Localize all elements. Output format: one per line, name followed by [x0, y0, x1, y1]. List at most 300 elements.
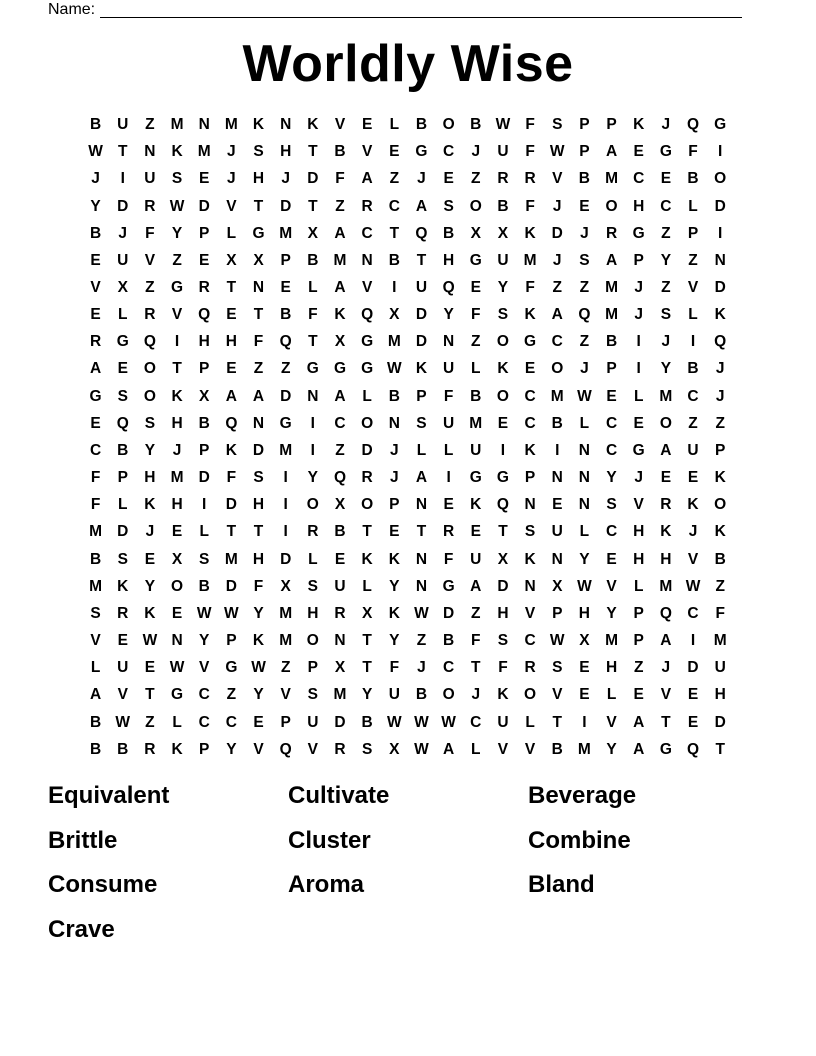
- grid-letter: F: [389, 659, 400, 677]
- grid-letter: G: [659, 143, 672, 161]
- grid-letter: F: [443, 387, 454, 405]
- grid-letter: L: [362, 577, 372, 595]
- grid-letter: E: [660, 170, 672, 188]
- word-list-item: Cultivate: [288, 782, 390, 809]
- grid-letter: V: [361, 143, 373, 161]
- grid-letter: F: [90, 469, 101, 487]
- grid-letter: C: [443, 143, 455, 161]
- grid-letter: K: [388, 550, 400, 568]
- grid-letter: Z: [389, 170, 400, 188]
- grid-letter: Z: [226, 686, 237, 704]
- grid-letter: I: [202, 496, 207, 514]
- grid-letter: K: [415, 360, 428, 378]
- grid-letter: G: [469, 469, 482, 487]
- grid-letter: Z: [145, 713, 155, 731]
- grid-letter: T: [416, 251, 427, 269]
- grid-letter: Z: [172, 251, 182, 269]
- grid-letter: S: [307, 577, 318, 595]
- grid-letter: M: [89, 523, 103, 541]
- grid-letter: K: [524, 550, 536, 568]
- name-label: Name:: [48, 1, 96, 18]
- grid-letter: M: [279, 632, 293, 650]
- grid-letter: P: [687, 224, 699, 242]
- grid-letter: Q: [361, 306, 374, 324]
- grid-letter: T: [416, 523, 427, 541]
- grid-letter: G: [659, 740, 672, 758]
- grid-letter: V: [90, 632, 101, 650]
- grid-letter: T: [226, 279, 237, 297]
- grid-letter: L: [471, 360, 481, 378]
- grid-row: [82, 247, 734, 274]
- grid-letter: E: [144, 550, 156, 568]
- grid-row: [82, 518, 734, 545]
- grid-letter: J: [389, 469, 399, 487]
- grid-letter: B: [89, 224, 102, 242]
- name-field: [48, 0, 742, 18]
- grid-letter: V: [226, 197, 237, 215]
- grid-letter: C: [198, 713, 210, 731]
- grid-letter: I: [555, 441, 560, 459]
- grid-letter: Z: [688, 414, 698, 432]
- grid-letter: P: [633, 604, 644, 622]
- grid-letter: B: [551, 740, 563, 758]
- grid-letter: O: [551, 360, 564, 378]
- grid-letter: Z: [280, 659, 291, 677]
- grid-letter: J: [389, 441, 399, 459]
- grid-letter: C: [524, 632, 536, 650]
- page-title: Worldly Wise: [242, 35, 574, 93]
- grid-letter: L: [199, 523, 209, 541]
- grid-letter: F: [525, 279, 535, 297]
- grid-letter: B: [605, 333, 618, 351]
- grid-letter: K: [524, 441, 536, 459]
- grid-letter: H: [144, 469, 156, 487]
- grid-letter: T: [308, 333, 318, 351]
- grid-letter: J: [552, 197, 562, 215]
- grid-letter: J: [417, 659, 426, 677]
- grid-letter: G: [306, 360, 319, 378]
- grid-letter: I: [582, 713, 587, 731]
- grid-letter: B: [280, 306, 292, 324]
- grid-letter: G: [415, 143, 428, 161]
- grid-letter: B: [117, 441, 129, 459]
- grid-letter: I: [120, 170, 125, 188]
- grid-letter: Q: [333, 469, 347, 487]
- grid-letter: E: [334, 550, 346, 568]
- grid-letter: E: [144, 659, 156, 677]
- grid-letter: X: [389, 306, 400, 324]
- grid-letter: H: [307, 604, 319, 622]
- grid-letter: N: [415, 496, 428, 514]
- grid-letter: X: [361, 604, 373, 622]
- grid-letter: Z: [145, 279, 155, 297]
- grid-letter: H: [578, 604, 590, 622]
- grid-letter: R: [605, 224, 618, 242]
- grid-row: [82, 491, 734, 518]
- grid-letter: N: [334, 632, 346, 650]
- grid-row: [82, 573, 734, 600]
- grid-letter: E: [171, 523, 183, 541]
- grid-letter: M: [333, 686, 347, 704]
- grid-letter: K: [524, 224, 536, 242]
- grid-letter: T: [253, 197, 264, 215]
- grid-letter: P: [633, 632, 644, 650]
- grid-letter: R: [144, 740, 156, 758]
- grid-letter: F: [145, 224, 155, 242]
- grid-letter: W: [169, 197, 185, 215]
- grid-letter: Y: [361, 686, 373, 704]
- grid-letter: E: [443, 170, 454, 188]
- grid-letter: Z: [661, 279, 671, 297]
- grid-letter: A: [361, 170, 373, 188]
- grid-letter: C: [388, 197, 400, 215]
- grid-letter: L: [226, 224, 237, 242]
- grid-letter: G: [442, 577, 455, 595]
- grid-letter: B: [89, 740, 102, 758]
- grid-letter: Q: [496, 496, 509, 514]
- grid-letter: N: [578, 496, 590, 514]
- grid-letter: E: [633, 143, 644, 161]
- grid-letter: D: [415, 333, 428, 351]
- grid-letter: B: [89, 550, 102, 568]
- grid-letter: W: [196, 604, 212, 622]
- grid-letter: A: [605, 143, 618, 161]
- grid-letter: D: [361, 441, 373, 459]
- grid-row: [82, 736, 734, 763]
- grid-letter: C: [524, 387, 536, 405]
- grid-letter: C: [605, 414, 618, 432]
- grid-letter: K: [660, 523, 672, 541]
- grid-letter: R: [443, 523, 455, 541]
- grid-letter: H: [252, 496, 265, 514]
- grid-letter: W: [414, 604, 429, 622]
- grid-letter: D: [334, 713, 346, 731]
- grid-letter: X: [253, 251, 264, 269]
- grid-letter: F: [525, 116, 535, 134]
- grid-letter: J: [715, 360, 725, 378]
- grid-letter: W: [88, 143, 103, 161]
- grid-letter: G: [524, 333, 537, 351]
- word-list-item: Cluster: [288, 826, 371, 854]
- grid-letter: E: [552, 496, 563, 514]
- grid-letter: M: [713, 632, 727, 650]
- grid-letter: P: [199, 360, 210, 378]
- grid-letter: B: [198, 414, 210, 432]
- grid-letter: E: [687, 713, 699, 731]
- grid-letter: R: [334, 604, 346, 622]
- grid-letter: F: [525, 197, 535, 215]
- grid-letter: L: [633, 387, 644, 405]
- grid-letter: V: [687, 279, 699, 297]
- grid-letter: P: [199, 224, 210, 242]
- grid-letter: Z: [335, 441, 345, 459]
- grid-letter: B: [415, 686, 428, 704]
- grid-letter: Y: [144, 577, 156, 595]
- grid-letter: V: [361, 279, 373, 297]
- grid-letter: W: [224, 604, 239, 622]
- grid-letter: J: [417, 170, 426, 188]
- grid-letter: A: [660, 441, 672, 459]
- grid-letter: P: [117, 469, 128, 487]
- grid-letter: V: [606, 577, 617, 595]
- grid-letter: N: [198, 116, 210, 134]
- grid-letter: G: [171, 686, 184, 704]
- grid-letter: A: [443, 740, 455, 758]
- grid-letter: Y: [389, 632, 400, 650]
- grid-letter: V: [307, 740, 318, 758]
- grid-letter: C: [334, 414, 346, 432]
- grid-letter: I: [310, 414, 315, 432]
- grid-letter: D: [280, 387, 292, 405]
- grid-row: [82, 328, 734, 355]
- grid-letter: Q: [116, 414, 129, 432]
- grid-letter: E: [280, 279, 291, 297]
- grid-letter: D: [687, 659, 699, 677]
- grid-letter: H: [280, 143, 292, 161]
- grid-letter: L: [579, 414, 590, 432]
- grid-letter: B: [415, 116, 428, 134]
- grid-letter: H: [252, 170, 265, 188]
- word-list-item: Consume: [48, 871, 158, 898]
- grid-letter: O: [143, 360, 156, 378]
- grid-letter: R: [198, 279, 210, 297]
- grid-letter: Z: [471, 333, 481, 351]
- grid-row: [82, 383, 734, 410]
- grid-letter: U: [551, 523, 563, 541]
- grid-letter: Q: [415, 224, 428, 242]
- grid-letter: P: [715, 441, 726, 459]
- grid-letter: D: [280, 550, 292, 568]
- grid-letter: K: [714, 523, 726, 541]
- grid-letter: M: [224, 116, 238, 134]
- grid-letter: P: [389, 496, 400, 514]
- grid-letter: N: [307, 387, 319, 405]
- grid-letter: F: [253, 577, 264, 595]
- grid-letter: Q: [198, 306, 211, 324]
- grid-letter: Z: [416, 632, 427, 650]
- grid-letter: V: [171, 306, 183, 324]
- grid-letter: P: [199, 740, 210, 758]
- grid-letter: U: [470, 550, 482, 568]
- grid-letter: D: [443, 604, 455, 622]
- grid-letter: C: [633, 170, 645, 188]
- grid-letter: L: [443, 441, 454, 459]
- grid-letter: I: [500, 441, 506, 459]
- grid-letter: W: [169, 659, 185, 677]
- grid-letter: W: [386, 360, 402, 378]
- grid-letter: G: [333, 360, 347, 378]
- grid-letter: L: [579, 523, 590, 541]
- grid-letter: Z: [552, 279, 562, 297]
- grid-letter: U: [497, 251, 509, 269]
- grid-letter: H: [497, 604, 509, 622]
- grid-letter: S: [144, 414, 156, 432]
- grid-letter: O: [496, 333, 509, 351]
- grid-letter: P: [552, 604, 563, 622]
- grid-letter: E: [606, 387, 617, 405]
- grid-letter: S: [443, 197, 454, 215]
- grid-letter: E: [199, 170, 210, 188]
- grid-letter: C: [687, 387, 699, 405]
- grid-letter: N: [524, 577, 536, 595]
- grid-letter: S: [552, 659, 563, 677]
- grid-letter: J: [118, 224, 128, 242]
- grid-letter: L: [525, 713, 535, 731]
- grid-letter: G: [171, 279, 184, 297]
- grid-letter: K: [524, 306, 536, 324]
- grid-letter: N: [361, 251, 373, 269]
- grid-letter: T: [226, 523, 237, 541]
- grid-letter: O: [442, 116, 455, 134]
- grid-letter: I: [718, 224, 723, 242]
- grid-letter: S: [552, 116, 563, 134]
- grid-letter: K: [361, 550, 373, 568]
- grid-letter: Y: [199, 632, 210, 650]
- grid-letter: C: [361, 224, 373, 242]
- grid-letter: T: [362, 523, 372, 541]
- grid-letter: T: [661, 713, 671, 731]
- grid-letter: R: [361, 469, 373, 487]
- grid-letter: K: [144, 496, 156, 514]
- grid-letter: V: [90, 279, 101, 297]
- grid-letter: Y: [497, 279, 509, 297]
- grid-letter: C: [605, 523, 618, 541]
- grid-letter: O: [524, 686, 537, 704]
- grid-letter: U: [497, 713, 509, 731]
- grid-letter: Z: [280, 360, 291, 378]
- grid-letter: E: [253, 713, 264, 731]
- grid-letter: O: [714, 496, 727, 514]
- grid-letter: F: [226, 469, 237, 487]
- grid-letter: Z: [715, 577, 725, 595]
- grid-letter: H: [633, 197, 645, 215]
- word-list-item: Bland: [528, 871, 595, 898]
- grid-letter: B: [470, 387, 482, 405]
- grid-letter: C: [443, 659, 455, 677]
- grid-letter: T: [362, 632, 372, 650]
- grid-letter: B: [551, 414, 563, 432]
- grid-letter: V: [552, 686, 563, 704]
- grid-letter: B: [334, 523, 346, 541]
- word-search-grid: [82, 111, 734, 763]
- grid-letter: K: [252, 632, 265, 650]
- grid-letter: D: [280, 197, 292, 215]
- grid-letter: M: [469, 414, 483, 432]
- grid-letter: G: [469, 251, 482, 269]
- grid-letter: B: [388, 387, 400, 405]
- grid-letter: S: [361, 740, 373, 758]
- word-list-item: Equivalent: [48, 782, 170, 809]
- grid-row: [82, 708, 734, 735]
- grid-letter: O: [605, 197, 618, 215]
- grid-letter: L: [308, 550, 318, 568]
- grid-letter: J: [715, 387, 725, 405]
- grid-letter: V: [144, 251, 156, 269]
- grid-row: [82, 192, 734, 219]
- grid-letter: K: [144, 604, 156, 622]
- grid-letter: N: [443, 333, 455, 351]
- grid-letter: N: [388, 414, 400, 432]
- grid-letter: T: [308, 197, 318, 215]
- grid-letter: E: [117, 632, 128, 650]
- grid-letter: C: [687, 604, 699, 622]
- grid-letter: Z: [688, 251, 698, 269]
- grid-letter: H: [633, 550, 645, 568]
- grid-letter: H: [714, 686, 726, 704]
- grid-letter: U: [497, 143, 509, 161]
- grid-letter: H: [443, 251, 455, 269]
- grid-letter: L: [688, 306, 698, 324]
- grid-letter: P: [307, 659, 318, 677]
- grid-letter: I: [446, 469, 451, 487]
- grid-letter: T: [471, 659, 481, 677]
- grid-letter: O: [361, 496, 374, 514]
- grid-letter: L: [308, 279, 318, 297]
- grid-letter: W: [386, 713, 402, 731]
- grid-letter: K: [388, 604, 400, 622]
- grid-letter: B: [687, 170, 699, 188]
- grid-letter: G: [252, 224, 265, 242]
- grid-letter: U: [117, 659, 129, 677]
- grid-letter: B: [334, 143, 346, 161]
- grid-letter: N: [252, 279, 265, 297]
- grid-letter: W: [414, 740, 429, 758]
- grid-letter: U: [687, 441, 699, 459]
- grid-letter: G: [714, 116, 727, 134]
- grid-letter: E: [470, 523, 481, 541]
- grid-letter: C: [605, 441, 618, 459]
- grid-letter: C: [660, 197, 672, 215]
- grid-letter: M: [659, 387, 673, 405]
- grid-letter: D: [117, 523, 129, 541]
- grid-letter: T: [145, 686, 155, 704]
- grid-letter: V: [660, 686, 672, 704]
- grid-letter: Q: [686, 116, 700, 134]
- grid-letter: Z: [335, 197, 345, 215]
- grid-letter: H: [198, 333, 210, 351]
- grid-letter: R: [307, 523, 319, 541]
- grid-letter: J: [661, 333, 671, 351]
- grid-letter: R: [117, 604, 129, 622]
- grid-row: [82, 410, 734, 437]
- grid-letter: T: [498, 523, 508, 541]
- grid-letter: V: [117, 686, 128, 704]
- grid-letter: V: [687, 550, 699, 568]
- grid-letter: N: [171, 632, 183, 650]
- grid-letter: Z: [471, 604, 481, 622]
- grid-letter: C: [551, 333, 563, 351]
- grid-letter: K: [714, 469, 726, 487]
- grid-letter: J: [634, 469, 644, 487]
- grid-letter: S: [660, 306, 672, 324]
- grid-letter: O: [442, 686, 455, 704]
- grid-letter: U: [388, 686, 400, 704]
- grid-letter: K: [307, 116, 319, 134]
- grid-letter: P: [524, 469, 536, 487]
- grid-letter: J: [227, 170, 236, 188]
- grid-letter: Z: [471, 170, 481, 188]
- grid-letter: Y: [606, 469, 617, 487]
- grid-letter: X: [470, 224, 481, 242]
- grid-letter: X: [199, 387, 210, 405]
- grid-letter: K: [225, 441, 237, 459]
- grid-letter: D: [225, 577, 237, 595]
- grid-letter: U: [307, 713, 319, 731]
- grid-letter: T: [118, 143, 128, 161]
- grid-letter: J: [580, 360, 589, 378]
- grid-letter: L: [118, 496, 128, 514]
- grid-letter: I: [283, 496, 288, 514]
